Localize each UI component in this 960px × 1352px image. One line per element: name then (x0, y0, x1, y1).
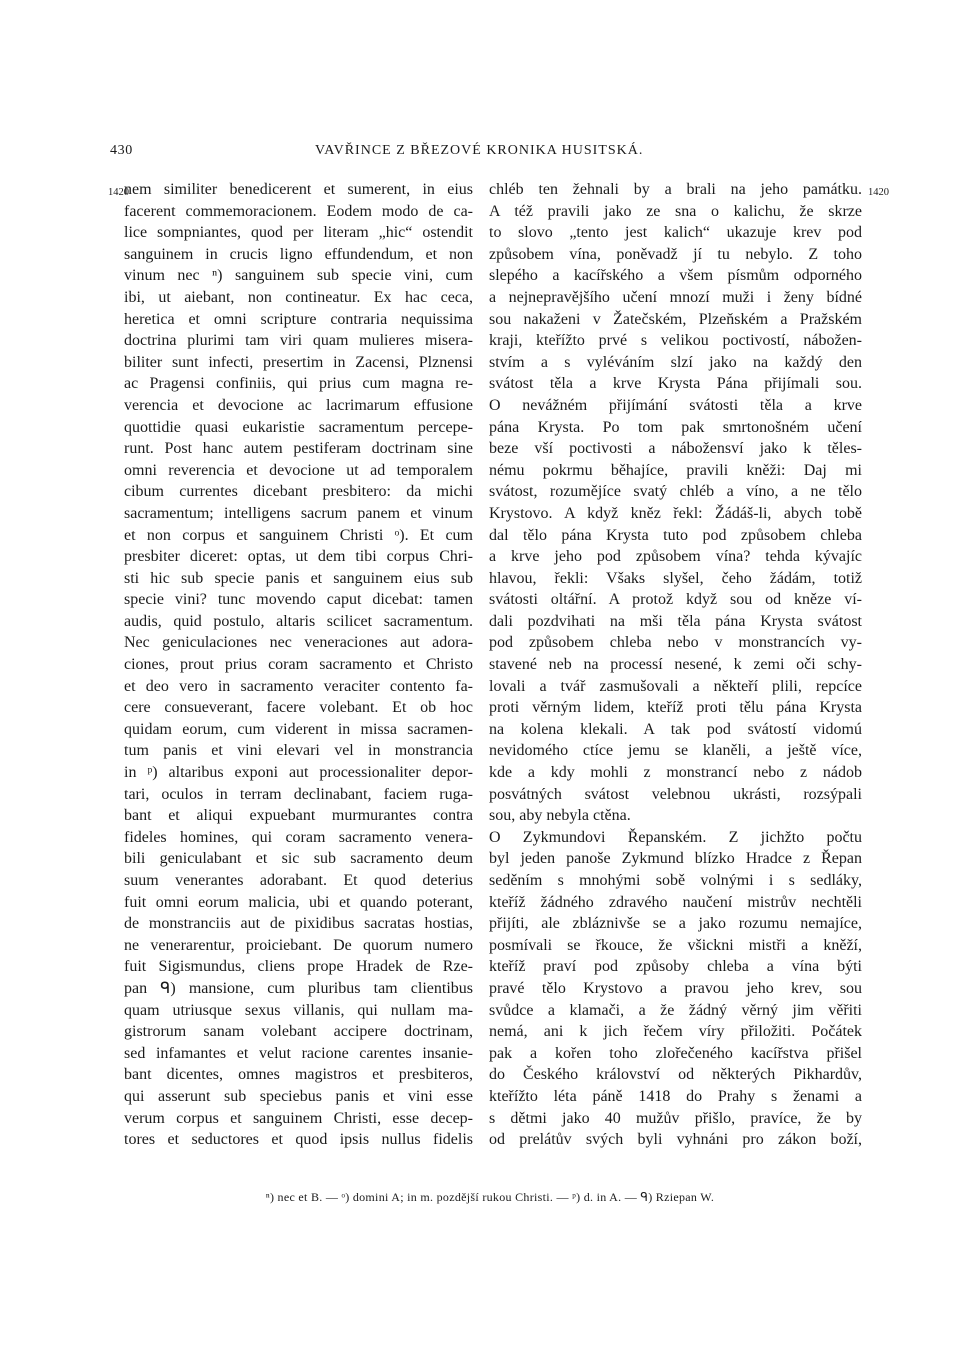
text-line: presbiter diceret: optas, ut dem tibi corpus Chri- (124, 548, 473, 566)
text-line: posvátných svátost velebnou ukrásti, rozsýpali (489, 785, 862, 803)
text-line: et non corpus et sanguinem Christi ᵒ). Et cum (124, 526, 473, 544)
text-line: et deo vero in sacramento veraciter contento fa- (124, 677, 473, 695)
text-line: sti hic sub specie panis et sanguinem eius sub (124, 569, 473, 587)
text-line: dali pozdvihati na mši těla pána Krysta svátost (489, 612, 862, 630)
text-line: facerent commemoracionem. Eodem modo de ca- (124, 202, 473, 220)
text-line: s dětmi jako 40 mužův přišlo, pravíce, že by (489, 1109, 862, 1127)
text-line: fuit omni eorum malicia, ubi et quando poterant, (124, 893, 473, 911)
text-line: Krystovo. A když kněz řekl: Žádáš-li, abych tobě (489, 504, 862, 522)
text-line: kteříž žádného zdravého naučení mistrův nechtěli (489, 893, 862, 911)
text-line: svůdce a klamači, a že žádný věrný jim věřiti (489, 1001, 862, 1019)
text-line: suum venerantes adorabant. Et quod deterius (124, 872, 473, 889)
text-line: biliter sunt infecti, presertim in Zacensi, Plznensi (124, 353, 473, 371)
text-line: sanguinem in crucis ligno effundendum, et non (124, 245, 473, 263)
text-line: omni reverencia et devocione ut ad temporalem (124, 461, 473, 479)
text-line: cere consueverant, facere volebant. Et ob hoc (124, 699, 473, 717)
text-line: pravé tělo Krystovo a pravou jeho krev, sou (489, 979, 862, 997)
latin-text-column (124, 179, 473, 1151)
text-line: sou nakaženi v Žatečském, Plzeňském a Pražském (489, 310, 862, 328)
text-line: bili geniculabant et sic sub sacramento deum (124, 850, 473, 868)
text-line: stvím a s vyléváním slzí jako na každý den (489, 353, 862, 371)
text-line: doctrina plurimi tam viri quam mulieres misera- (124, 332, 473, 350)
text-line: fuit Sigismundus, cliens prope Hradek de Rze- (124, 958, 473, 976)
text-line: kteříž praví pod způsoby chleba a vína býti (489, 958, 862, 976)
margin-year-right: 1420 (868, 187, 889, 198)
text-line: kraji, kteřížto prvé s velikou poctivostí, nábožen- (489, 332, 862, 350)
text-line: specie vini? tunc movendo caput dicebat: tamen (124, 591, 473, 609)
text-line: a krve jeho pod způsobem vína? tehda kývajíc (489, 548, 862, 566)
text-line: verencia et devocione ac lacrimarum effusione (124, 396, 473, 414)
text-line: quam utriusque sexus villanis, qui nullam ma- (124, 1001, 473, 1019)
text-line: pan ᑫ) mansione, cum pluribus tam clientibus (124, 979, 473, 997)
text-line: nemá, ani k jich řečem víry přiložiti. Počátek (489, 1023, 862, 1041)
text-line: Nec geniculaciones nec veneraciones aut adora- (124, 634, 473, 652)
text-line: verum corpus et sanguinem Christi, esse decep- (124, 1109, 473, 1127)
text-line: heretica et omni scripture contraria nequissima (124, 310, 473, 328)
text-line: byl jeden panoše Zykmund blízko Hradce z Řepan (489, 850, 862, 868)
text-line: svátost, rozumějíce svatý chléb a víno, a ne tělo (489, 483, 862, 501)
text-line: tum panis et vini elevari vel in monstrancia (124, 742, 473, 760)
text-line: in ᵖ) altaribus exponi aut processionaliter depor- (124, 764, 473, 782)
text-line: bant et aliqui expuebant murmurantes contra (124, 807, 473, 825)
running-title: VAVŘINCE Z BŘEZOVÉ KRONIKA HUSITSKÁ. (315, 143, 644, 158)
text-line: ibi, ut aiebant, non contineatur. Ex hac ceca, (124, 288, 473, 306)
text-line: runt. Post hanc autem pestiferam doctrinam sine (124, 440, 473, 458)
page-number: 430 (110, 143, 133, 158)
czech-text-column (489, 179, 862, 1151)
text-line: posmívali se řkouce, že všickni mistři a kněží, (489, 936, 862, 954)
text-line: slepého a kacířského a všem písmům odporného (489, 267, 862, 285)
text-line: svátosti oltářní. A protož když sou od kněze ví- (489, 591, 862, 609)
text-line: to slovo „tento jest kalich“ ukazuje krev pod (489, 224, 862, 242)
text-line: O nevážném přijímání svátosti těla a krve (489, 396, 862, 414)
text-line: beze vší poctivosti a nábožensví jako k těles- (489, 440, 862, 458)
footnotes: ⁿ) nec et B. — ᵒ) domini A; in m. pozdější rukou Christi. — ᵖ) d. in A. — ᑫ) Rziepan W. (265, 1190, 715, 1204)
text-line: tores et seductores et quod ipsis nullus fidelis (124, 1131, 473, 1149)
text-line: pána Krysta. Po tom pak smrtonošném učení (489, 418, 862, 436)
text-line: ac Pragensi confiniis, qui prius cum magna re- (124, 375, 473, 393)
text-line: nému pokrmu běhajíce, pravili kněži: Daj mi (489, 461, 862, 479)
text-line: kde a kdy mohli z monstrancí nebo z nádob (489, 764, 862, 782)
text-line: a nejnepravějšího učení mnozí muži i ženy bídné (489, 288, 862, 306)
text-line: nevidomého ctíce jemu se klaněli, a ještě více, (489, 742, 862, 760)
text-line: kteřížto léta páně 1418 do Prahy s ženami a (489, 1087, 862, 1105)
margin-year-left: 1420 (108, 187, 129, 198)
text-line: vinum nec ⁿ) sanguinem sub specie vini, cum (124, 267, 473, 285)
text-line: cibum currentes dicebant presbitero: da michi (124, 483, 473, 501)
text-line: dal tělo pána Krysta tuto pod způsobem chleba (489, 526, 862, 544)
text-line: pod způsobem chleba nebo v monstrancích vy- (489, 634, 862, 652)
text-line: nem similiter benedicerent et sumerent, in eius (124, 181, 473, 198)
text-line: na kolena klekali. A tak pod svátostí vidomú (489, 720, 862, 738)
text-line: proti věrným lidem, kteříž proti tělu pána Krysta (489, 699, 862, 717)
text-line: gistrorum sanam volebant accipere doctrinam, (124, 1023, 473, 1041)
text-line: quidam eorum, cum viderent in missa sacramen- (124, 720, 473, 738)
text-line: chléb ten žehnali by a brali na jeho památku. (489, 181, 862, 198)
text-line: přijíti, ale zbláznivše se a jako rozumu nemajíce, (489, 915, 862, 933)
text-line: sed infamantes et velut racione carentes insanie- (124, 1044, 473, 1062)
text-line: lovali a tvář zasmušovali a někteří plili, repcíce (489, 677, 862, 695)
text-line: tari, oculos in terram declinabant, faciem ruga- (124, 785, 473, 803)
text-line: de monstranciis aut de pixidibus sacratas hostias, (124, 915, 473, 933)
text-line: do Českého království od některých Pikhardův, (489, 1066, 862, 1084)
text-line: sou, aby nebyla ctěna. (489, 807, 631, 825)
text-line: bant dicentes, omnes magistros et presbiteros, (124, 1066, 473, 1084)
text-line: qui asserunt sub speciebus panis et vini esse (124, 1087, 473, 1105)
text-line: seděním s mnohými sobě volnými i s sedláky, (489, 872, 862, 889)
text-line: quottidie quasi eukaristie sacramentum percepe- (124, 418, 473, 436)
text-line: pak a kořen toho zlořečeného kacířstva přišel (489, 1044, 862, 1062)
text-line: hlavou, řekli: Všaks slyšel, čeho žádám, totiž (489, 569, 862, 587)
text-line: svátost těla a krve Krysta Pána přijímali sou. (489, 375, 862, 393)
text-line: způsobem vína, poněvadž jí tu nebylo. Z toho (489, 245, 862, 263)
text-line: A též pravili jako ze sna o kalichu, že skrze (489, 202, 862, 220)
text-line: lice sompniantes, quod per literam „hic“ ostendit (124, 224, 473, 242)
text-line: sacramentum; intelligens sacrum panem et vinum (124, 504, 473, 522)
text-line: audis, quid postulo, altaris scilicet sacramentum. (124, 612, 473, 630)
text-line: O Zykmundovi Řepanském. Z jichžto počtu (489, 828, 862, 846)
text-line: ciones, prout prius coram sacramento et Christo (124, 656, 473, 674)
text-line: ne venerarentur, proiciebant. De quorum numero (124, 936, 473, 954)
text-line: od prelátův svých byli vyhnáni pro zákon boží, (489, 1131, 862, 1149)
text-line: stavené neb na processí nesené, k zemi oči schy- (489, 656, 862, 674)
text-line: fideles homines, qui coram sacramento venera- (124, 828, 473, 846)
